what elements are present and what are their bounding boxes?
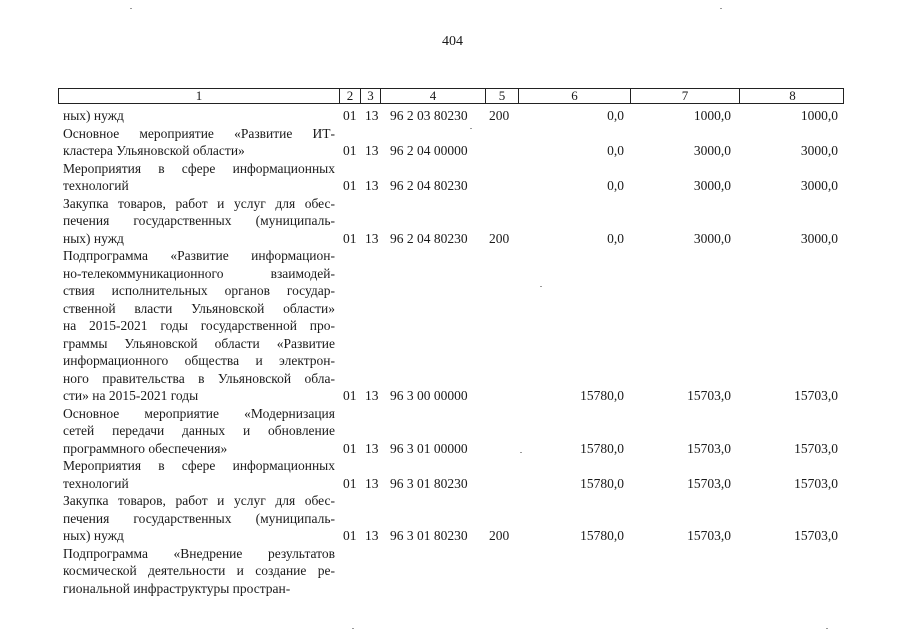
header-col-7: 7 — [631, 89, 740, 103]
target-article-code: 96 2 04 80230 — [390, 230, 468, 246]
section-code: 01 — [343, 143, 357, 158]
table-row — [0, 142, 905, 160]
amount-col-8: 3000,0 — [800, 178, 838, 193]
target-article-code: 96 3 01 80230 — [390, 475, 468, 491]
amount-col-7: 3000,0 — [693, 230, 731, 246]
row-name-line: печения государственных (муниципаль- — [63, 213, 335, 228]
subsection-code: 13 — [365, 388, 379, 403]
table-row — [0, 177, 905, 195]
row-name-line: ственной власти Ульяновской области» — [63, 300, 335, 316]
header-col-5: 5 — [486, 89, 519, 103]
subsection-code: 13 — [365, 143, 379, 158]
subsection-code: 13 — [365, 528, 379, 543]
table-row — [0, 440, 905, 458]
row-name-line: Основное мероприятие «Развитие ИТ- — [63, 125, 335, 141]
row-name-line: Подпрограмма «Внедрение результатов — [63, 545, 335, 561]
amount-col-8: 15703,0 — [794, 440, 838, 456]
amount-col-6: 0,0 — [607, 108, 624, 123]
amount-col-7: 15703,0 — [687, 440, 731, 456]
subsection-code: 13 — [365, 178, 379, 193]
header-col-6: 6 — [519, 89, 631, 103]
amount-col-8: 3000,0 — [800, 230, 838, 246]
row-name-line: технологий — [63, 178, 129, 193]
row-name-line: ного правительства в Ульяновской обла- — [63, 370, 335, 386]
row-name-line: печения государственных (муниципаль- — [63, 510, 335, 526]
row-name-line: Мероприятия в сфере информационных — [63, 160, 335, 176]
target-article-code: 96 3 01 00000 — [390, 440, 468, 456]
target-article-code: 96 3 00 00000 — [390, 388, 468, 403]
amount-col-6: 15780,0 — [580, 475, 624, 491]
header-col-1: 1 — [59, 89, 340, 103]
amount-col-8: 15703,0 — [794, 528, 838, 543]
header-col-8: 8 — [789, 88, 796, 103]
row-name-line: ных) нужд — [63, 528, 124, 543]
target-article-code: 96 2 04 80230 — [390, 178, 468, 193]
subsection-code: 13 — [365, 440, 379, 456]
row-name-line: граммы Ульяновской области «Развитие — [63, 335, 335, 351]
row-name-line: программного обеспечения» — [63, 440, 228, 456]
subsection-code: 13 — [365, 475, 379, 491]
amount-col-6: 0,0 — [607, 178, 624, 193]
amount-col-7: 3000,0 — [693, 143, 731, 158]
table-row — [0, 230, 905, 248]
amount-col-6: 15780,0 — [580, 528, 624, 543]
row-name — [63, 247, 335, 405]
row-name-line: Основное мероприятие «Модернизация — [63, 405, 335, 421]
page-number: 404 — [442, 34, 463, 49]
table-row — [0, 387, 905, 405]
amount-col-8: 3000,0 — [800, 143, 838, 158]
section-code: 01 — [343, 178, 357, 193]
table-row — [0, 475, 905, 493]
header-col-4: 4 — [381, 89, 486, 103]
amount-col-7: 15703,0 — [687, 528, 731, 543]
row-name-line: Подпрограмма «Развитие информацион- — [63, 248, 335, 263]
subsection-code: 13 — [365, 108, 379, 123]
table-row — [0, 527, 905, 545]
amount-col-6: 15780,0 — [580, 388, 624, 403]
section-code: 01 — [343, 388, 357, 403]
amount-col-6: 0,0 — [607, 230, 624, 246]
section-code: 01 — [343, 440, 357, 456]
row-name — [63, 545, 335, 598]
row-name-line: Закупка товаров, работ и услуг для обес- — [63, 195, 335, 211]
amount-col-7: 3000,0 — [693, 178, 731, 193]
target-article-code: 96 2 03 80230 — [390, 108, 468, 123]
amount-col-8: 15703,0 — [794, 475, 838, 491]
row-name-line: информационного общества и электрон- — [63, 353, 335, 368]
row-name-line: гиональной инфраструктуры простран- — [63, 580, 291, 596]
row-name-line: космической деятельности и создание ре- — [63, 563, 335, 578]
row-name-line: ствия исполнительных органов государ- — [63, 283, 335, 298]
row-name-line: ных) нужд — [63, 230, 124, 246]
amount-col-7: 15703,0 — [687, 388, 731, 403]
amount-col-8: 1000,0 — [800, 108, 838, 123]
section-code: 01 — [343, 108, 357, 123]
amount-col-6: 15780,0 — [580, 440, 624, 456]
row-name-line: но-телекоммуникационного взаимодей- — [63, 265, 335, 281]
section-code: 01 — [343, 230, 357, 246]
row-name-line: сетей передачи данных и обновление — [63, 423, 335, 438]
amount-col-6: 0,0 — [607, 143, 624, 158]
section-code: 01 — [343, 475, 357, 491]
row-name-line: технологий — [63, 475, 129, 491]
amount-col-8: 15703,0 — [794, 388, 838, 403]
row-name-line: ных) нужд — [63, 108, 124, 123]
row-name-line: Закупка товаров, работ и услуг для обес- — [63, 493, 335, 508]
row-name-line: кластера Ульяновской области» — [63, 143, 245, 158]
header-col-2: 2 — [340, 89, 361, 103]
row-name-line: сти» на 2015-2021 годы — [63, 388, 199, 403]
amount-col-7: 15703,0 — [687, 475, 731, 491]
target-article-code: 96 2 04 00000 — [390, 143, 468, 158]
expense-type-code: 200 — [489, 108, 510, 123]
expense-type-code: 200 — [489, 528, 510, 543]
expense-type-code: 200 — [489, 230, 510, 246]
target-article-code: 96 3 01 80230 — [390, 528, 468, 543]
subsection-code: 13 — [365, 230, 379, 246]
row-name-line: Мероприятия в сфере информационных — [63, 458, 335, 473]
table-row — [0, 107, 905, 125]
amount-col-7: 1000,0 — [693, 108, 731, 123]
table-header — [58, 88, 844, 104]
header-col-3: 3 — [361, 89, 381, 103]
section-code: 01 — [343, 528, 357, 543]
row-name-line: на 2015-2021 годы государственной про- — [63, 318, 335, 333]
